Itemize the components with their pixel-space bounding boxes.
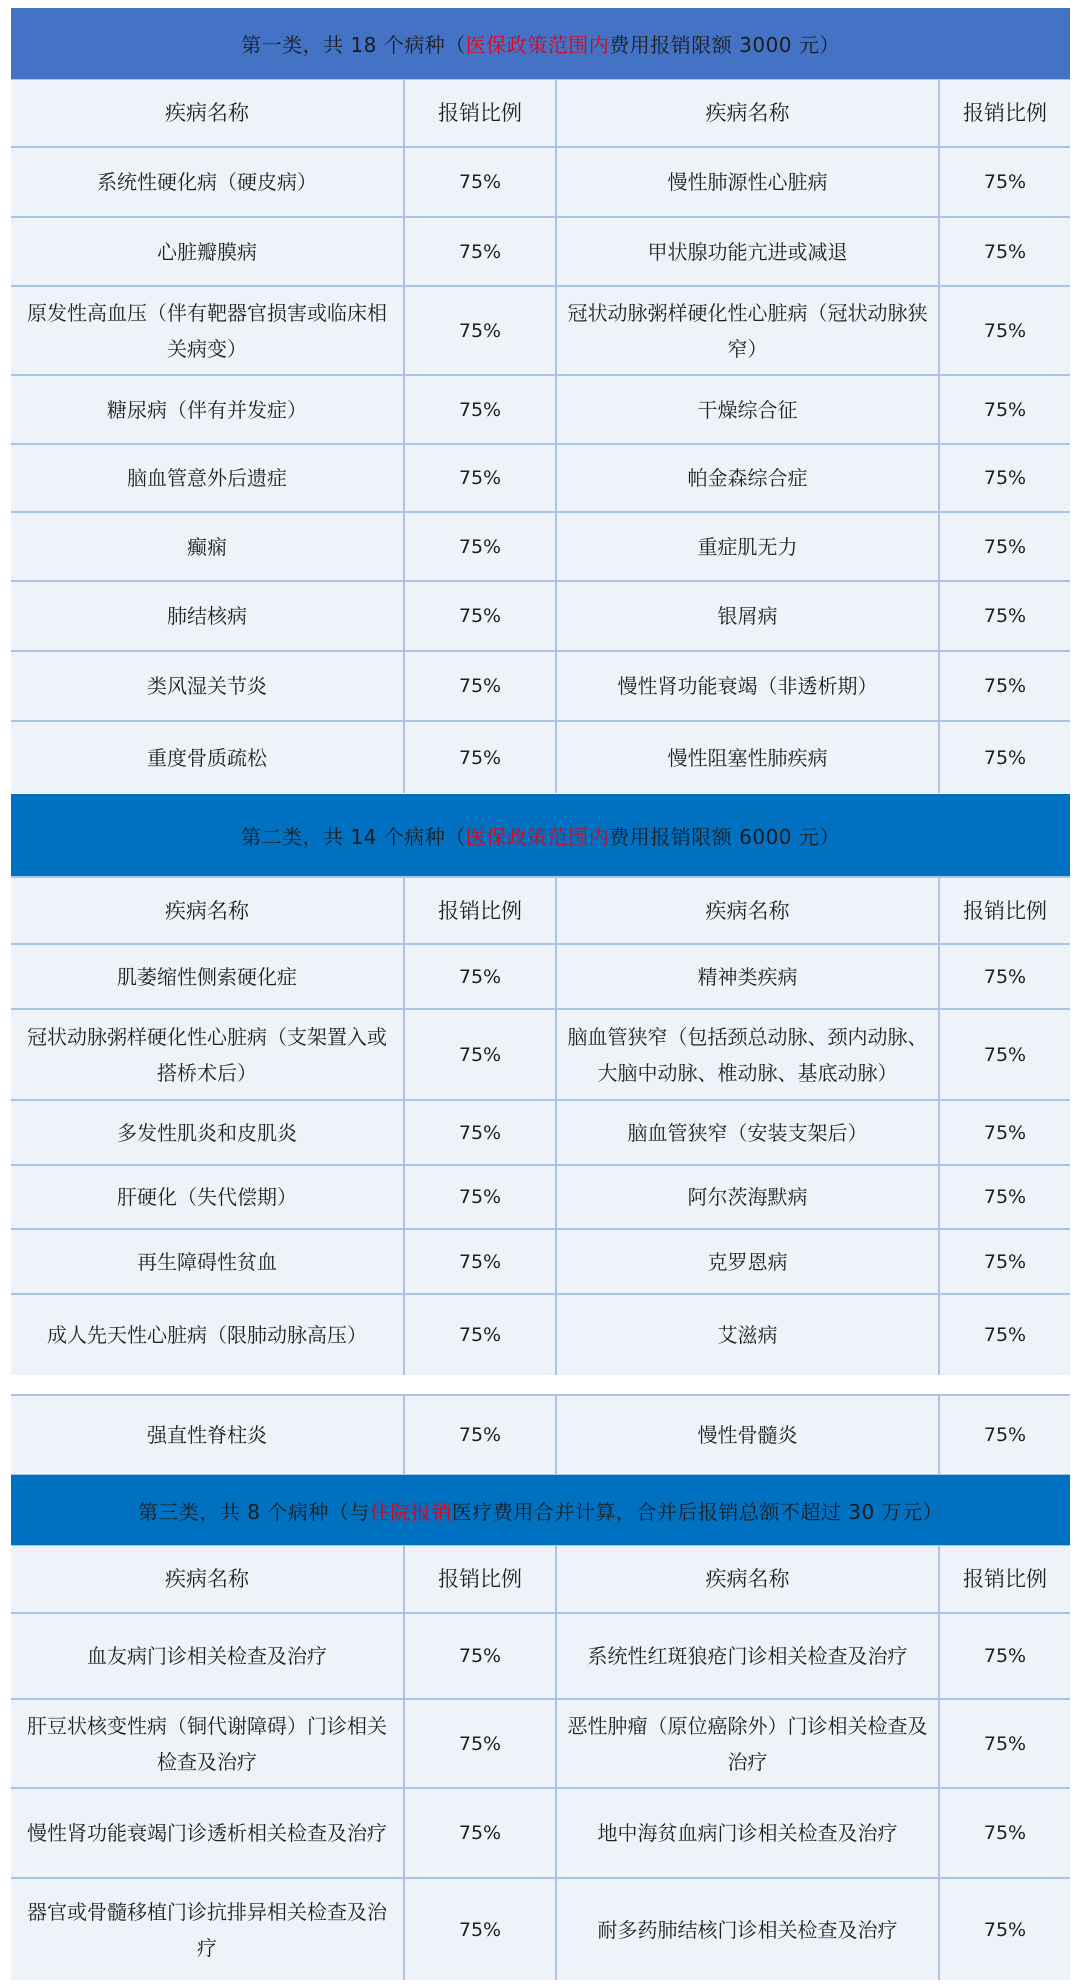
reimbursement-ratio-cell: 75% <box>405 652 555 720</box>
category1-header-tail: 费用报销限额 3000 元） <box>609 33 840 57</box>
reimbursement-ratio-cell: 75% <box>405 445 555 511</box>
disease-name-cell: 耐多药肺结核门诊相关检查及治疗 <box>557 1879 938 1980</box>
column-header-ratio-right: 报销比例 <box>940 878 1070 943</box>
reimbursement-ratio-cell: 75% <box>405 1700 555 1787</box>
disease-name-cell: 地中海贫血病门诊相关检查及治疗 <box>557 1789 938 1877</box>
reimbursement-ratio-cell: 75% <box>405 1230 555 1293</box>
reimbursement-ratio-cell: 75% <box>940 148 1070 216</box>
disease-name-cell: 再生障碍性贫血 <box>11 1230 403 1293</box>
reimbursement-ratio-cell: 75% <box>940 722 1070 793</box>
category2-header-tail: 费用报销限额 6000 元） <box>609 824 840 849</box>
category3-header <box>11 1475 1070 1545</box>
reimbursement-ratio-cell: 75% <box>940 1879 1070 1980</box>
reimbursement-ratio-cell: 75% <box>405 582 555 650</box>
disease-name-cell: 血友病门诊相关检查及治疗 <box>11 1614 403 1698</box>
category2-table <box>11 794 1070 1375</box>
disease-name-cell: 原发性高血压（伴有靶器官损害或临床相关病变） <box>11 287 403 374</box>
reimbursement-ratio-cell: 75% <box>940 287 1070 374</box>
reimbursement-ratio-cell: 75% <box>940 1614 1070 1698</box>
category2-header-highlight: 医保政策范围内 <box>465 824 610 849</box>
category3-header-tail: 医疗费用合并计算，合并后报销总额不超过 30 万元） <box>451 1499 944 1524</box>
reimbursement-ratio-cell: 75% <box>940 1789 1070 1877</box>
reimbursement-ratio-cell: 75% <box>940 376 1070 443</box>
disease-name-cell: 慢性肾功能衰竭门诊透析相关检查及治疗 <box>11 1789 403 1877</box>
column-header-ratio-right: 报销比例 <box>940 80 1070 146</box>
column-header-name-right: 疾病名称 <box>557 1546 938 1612</box>
reimbursement-ratio-cell: 75% <box>940 513 1070 580</box>
disease-name-cell: 阿尔茨海默病 <box>557 1166 938 1228</box>
disease-name-cell: 器官或骨髓移植门诊抗排异相关检查及治疗 <box>11 1879 403 1980</box>
disease-name-cell: 肝豆状核变性病（铜代谢障碍）门诊相关检查及治疗 <box>11 1700 403 1787</box>
disease-name-cell: 帕金森综合症 <box>557 445 938 511</box>
category3-table <box>11 1394 1070 1980</box>
category3-header-highlight: 住院报销 <box>369 1499 452 1524</box>
reimbursement-ratio-cell: 75% <box>405 722 555 793</box>
reimbursement-ratio-cell: 75% <box>405 1101 555 1164</box>
reimbursement-ratio-cell: 75% <box>405 287 555 374</box>
reimbursement-ratio-cell: 75% <box>940 1295 1070 1375</box>
column-header-ratio-left: 报销比例 <box>405 878 555 943</box>
disease-name-cell: 糖尿病（伴有并发症） <box>11 376 403 443</box>
disease-name-cell: 重度骨质疏松 <box>11 722 403 793</box>
disease-name-cell: 肺结核病 <box>11 582 403 650</box>
reimbursement-ratio-cell: 75% <box>405 1010 555 1099</box>
disease-name-cell: 干燥综合征 <box>557 376 938 443</box>
category1-table <box>11 8 1070 793</box>
category1-header <box>11 8 1070 79</box>
category2-header-text: 第二类，共 14 个病种（ <box>241 824 466 849</box>
column-header-ratio-left: 报销比例 <box>405 80 555 146</box>
disease-name-cell: 冠状动脉粥样硬化性心脏病（支架置入或搭桥术后） <box>11 1010 403 1099</box>
reimbursement-ratio-cell: 75% <box>940 1010 1070 1099</box>
column-header-name-right: 疾病名称 <box>557 878 938 943</box>
reimbursement-ratio-cell: 75% <box>405 1614 555 1698</box>
category1-header-text: 第一类，共 18 个病种（ <box>241 33 466 57</box>
disease-name-cell: 脑血管意外后遗症 <box>11 445 403 511</box>
disease-name-cell: 银屑病 <box>557 582 938 650</box>
reimbursement-ratio-cell: 75% <box>940 218 1070 285</box>
disease-name-cell: 脑血管狭窄（包括颈总动脉、颈内动脉、大脑中动脉、椎动脉、基底动脉） <box>557 1010 938 1099</box>
reimbursement-ratio-cell: 75% <box>940 1230 1070 1293</box>
column-header-ratio-left: 报销比例 <box>405 1546 555 1612</box>
reimbursement-ratio-cell: 75% <box>940 945 1070 1008</box>
disease-name-cell: 癫痫 <box>11 513 403 580</box>
reimbursement-ratio-cell: 75% <box>940 582 1070 650</box>
column-header-name-left: 疾病名称 <box>11 1546 403 1612</box>
reimbursement-ratio-cell: 75% <box>405 1295 555 1375</box>
reimbursement-ratio-cell: 75% <box>405 1789 555 1877</box>
category3-header-text: 第三类，共 8 个病种（与 <box>137 1499 370 1524</box>
disease-name-cell: 克罗恩病 <box>557 1230 938 1293</box>
disease-name-cell: 慢性骨髓炎 <box>557 1396 938 1474</box>
reimbursement-ratio-cell: 75% <box>405 148 555 216</box>
column-header-name-left: 疾病名称 <box>11 878 403 943</box>
column-header-ratio-right: 报销比例 <box>940 1546 1070 1612</box>
disease-name-cell: 甲状腺功能亢进或减退 <box>557 218 938 285</box>
reimbursement-ratio-cell: 75% <box>940 1396 1070 1474</box>
disease-name-cell: 艾滋病 <box>557 1295 938 1375</box>
disease-name-cell: 冠状动脉粥样硬化性心脏病（冠状动脉狭窄） <box>557 287 938 374</box>
reimbursement-ratio-cell: 75% <box>405 1879 555 1980</box>
disease-name-cell: 肝硬化（失代偿期） <box>11 1166 403 1228</box>
disease-name-cell: 心脏瓣膜病 <box>11 218 403 285</box>
disease-name-cell: 系统性硬化病（硬皮病） <box>11 148 403 216</box>
column-header-name-left: 疾病名称 <box>11 80 403 146</box>
disease-name-cell: 脑血管狭窄（安装支架后） <box>557 1101 938 1164</box>
column-header-name-right: 疾病名称 <box>557 80 938 146</box>
disease-name-cell: 强直性脊柱炎 <box>11 1396 403 1474</box>
reimbursement-ratio-cell: 75% <box>405 1396 555 1474</box>
reimbursement-ratio-cell: 75% <box>940 652 1070 720</box>
disease-name-cell: 精神类疾病 <box>557 945 938 1008</box>
disease-name-cell: 肌萎缩性侧索硬化症 <box>11 945 403 1008</box>
reimbursement-ratio-cell: 75% <box>940 1166 1070 1228</box>
reimbursement-ratio-cell: 75% <box>940 445 1070 511</box>
disease-name-cell: 成人先天性心脏病（限肺动脉高压） <box>11 1295 403 1375</box>
disease-name-cell: 慢性肺源性心脏病 <box>557 148 938 216</box>
disease-name-cell: 慢性阻塞性肺疾病 <box>557 722 938 793</box>
disease-name-cell: 多发性肌炎和皮肌炎 <box>11 1101 403 1164</box>
category2-header <box>11 794 1070 876</box>
disease-name-cell: 重症肌无力 <box>557 513 938 580</box>
disease-name-cell: 类风湿关节炎 <box>11 652 403 720</box>
disease-name-cell: 恶性肿瘤（原位癌除外）门诊相关检查及治疗 <box>557 1700 938 1787</box>
reimbursement-ratio-cell: 75% <box>940 1700 1070 1787</box>
reimbursement-ratio-cell: 75% <box>940 1101 1070 1164</box>
reimbursement-ratio-cell: 75% <box>405 1166 555 1228</box>
reimbursement-ratio-cell: 75% <box>405 513 555 580</box>
reimbursement-ratio-cell: 75% <box>405 945 555 1008</box>
reimbursement-ratio-cell: 75% <box>405 218 555 285</box>
disease-name-cell: 系统性红斑狼疮门诊相关检查及治疗 <box>557 1614 938 1698</box>
reimbursement-ratio-cell: 75% <box>405 376 555 443</box>
category1-header-highlight: 医保政策范围内 <box>465 33 610 57</box>
disease-name-cell: 慢性肾功能衰竭（非透析期） <box>557 652 938 720</box>
